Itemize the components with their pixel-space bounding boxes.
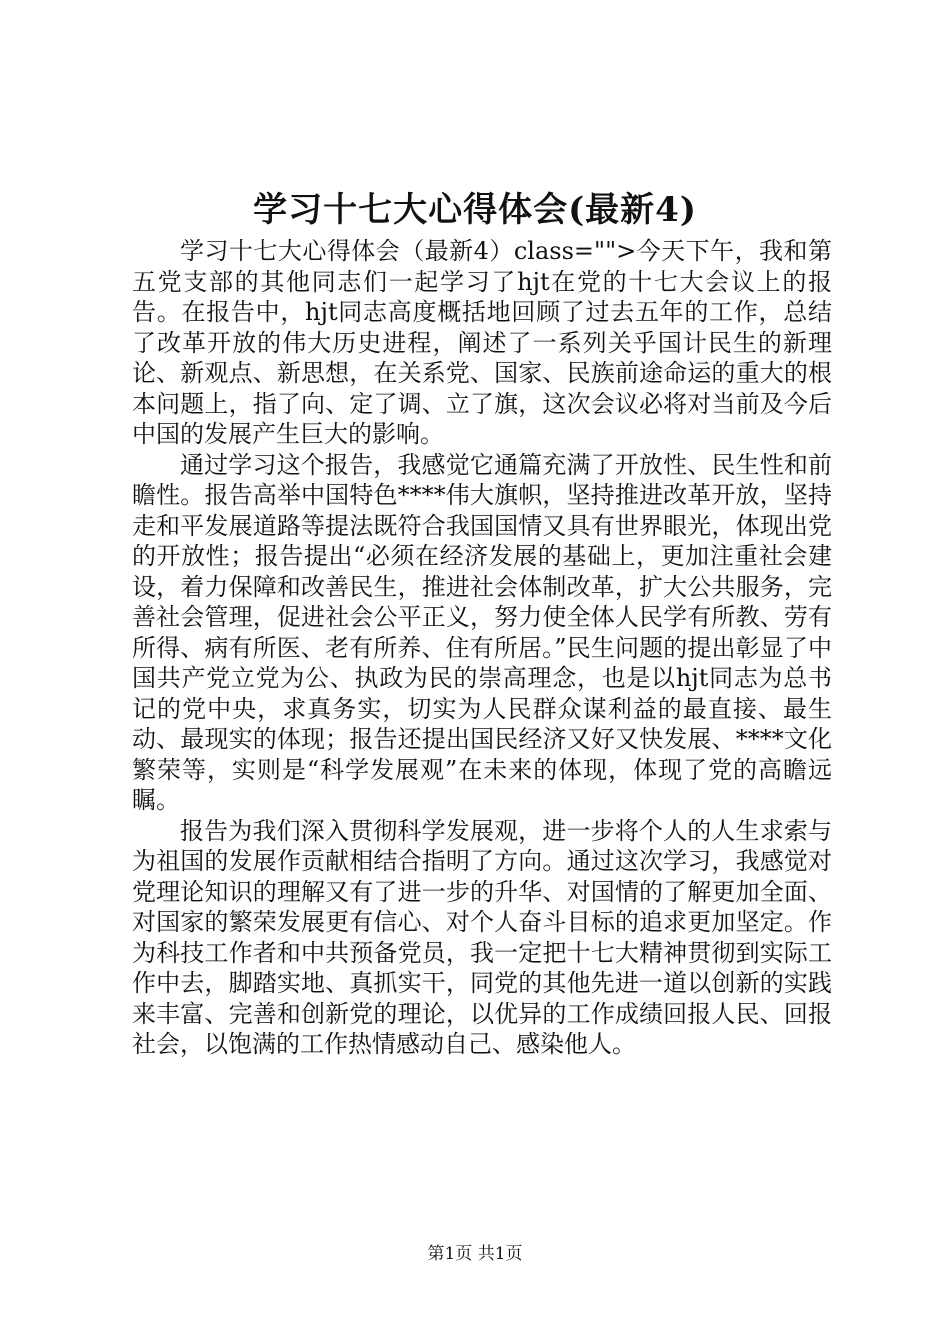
document-body [132, 236, 832, 1060]
page-number-footer: 第1页 共1页 [427, 1244, 523, 1264]
paragraph-2: 通过学习这个报告，我感觉它通篇充满了开放性、民生性和前瞻性。报告高举中国特色****伟大旗帜，坚持推进改革开放，坚持走和平发展道路等提法既符合我国国情又具有世界眼光，体现出党的开放性；报告提出“必须在经济发展的基础上，更加注重社会建设，着力保障和改善民生，推进社会体制改革，扩大公共服务，完善社会管理，促进社会公平正义，努力使全体人民学有所教、劳有所得、病有所医、老有所养、住有所居。”民生问题的提出彰显了中国共产党立党为公、执政为民的崇高理念，也是以hjt同志为总书记的党中央，求真务实，切实为人民群众谋利益的最直接、最生动、最现实的体现；报告还提出国民经济又好又快发展、****文化繁荣等，实则是“科学发展观”在未来的体现，体现了党的高瞻远瞩。 [132, 450, 832, 814]
document-title: 学习十七大心得体会(最新4) [253, 190, 697, 230]
paragraph-1: 学习十七大心得体会（最新4）class="">今天下午，我和第五党支部的其他同志们一起学习了hjt在党的十七大会议上的报告。在报告中，hjt同志高度概括地回顾了过去五年的工作，总结了改革开放的伟大历史进程，阐述了一系列关乎国计民生的新理论、新观点、新思想，在关系党、国家、民族前途命运的重大的根本问题上，指了向、定了调、立了旗，这次会议必将对当前及今后中国的发展产生巨大的影响。 [132, 237, 832, 448]
paragraph-3: 报告为我们深入贯彻科学发展观，进一步将个人的人生求索与为祖国的发展作贡献相结合指明了方向。通过这次学习，我感觉对党理论知识的理解又有了进一步的升华、对国情的了解更加全面、对国家的繁荣发展更有信心、对个人奋斗目标的追求更加坚定。作为科技工作者和中共预备党员，我一定把十七大精神贯彻到实际工作中去，脚踏实地、真抓实干，同党的其他先进一道以创新的实践来丰富、完善和创新党的理论，以优异的工作成绩回报人民、回报社会，以饱满的工作热情感动自己、感染他人。 [132, 816, 832, 1058]
